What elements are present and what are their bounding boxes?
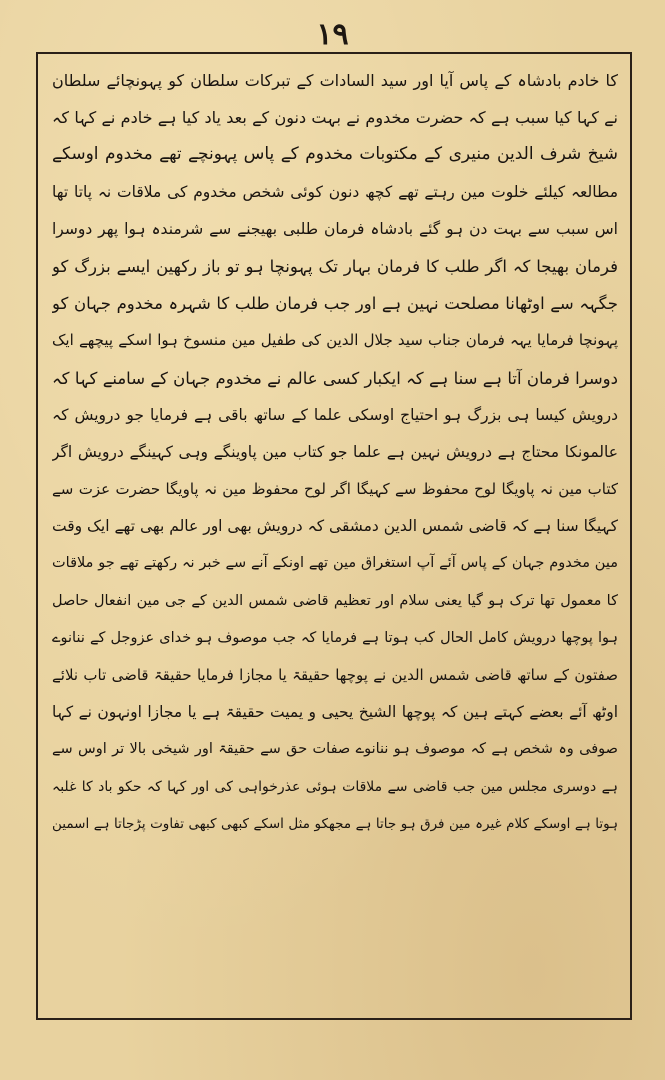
body-text xyxy=(52,62,618,1002)
text-line: کہیگا سنا ہے کہ قاضی شمس الدین دمشقی کہ درویش بھی اور عالم بھی تھے ایک وقت xyxy=(52,517,618,536)
page-number: ١٩ xyxy=(316,17,349,52)
text-frame xyxy=(36,52,632,1020)
text-line: فرمان بھیجا کہ اگر طلب کا فرمان بہار تک پہونچا ہو تو باز رکھین ایسے بزرگ کو xyxy=(52,256,618,276)
text-line: اوٹھ آئے بعضے کہتے ہین کہ پوچھا الشیخ یحیی و یمیت حقیقۃ ہے یا مجازا اونہون نے کہا xyxy=(52,703,618,722)
text-line: کتاب مین نہ پاویگا لوح محفوظ سے کہیگا اگر لوح محفوظ مین نہ پاویگا حضرت عزت سے xyxy=(52,480,618,499)
text-line: ہوا پوچھا درویش کامل الحال کب ہوتا ہے فرمایا کہ جب موصوف ہو خدای عزوجل کے ننانوے xyxy=(52,629,618,646)
text-line: دوسرا فرمان آتا ہے سنا ہے کہ ایکبار کسی عالم نے مخدوم جہان کے سامنے کہا کہ xyxy=(52,368,618,388)
text-line: نے کہا کیا سبب ہے کہ حضرت مخدوم نے بہت دنون کے بعد یاد کیا ہے خادم نے کہا کہ xyxy=(52,108,618,128)
text-line: مین مخدوم جہان کے پاس آئے آپ استغراق مین تھے اونکے آنے سے خبر نہ رکھتے تھے جو ملاقات xyxy=(52,555,618,572)
text-line: کا معمول تھا ترک ہو گیا یعنی سلام اور تعظیم قاضی شمس الدین کے جی مین انفعال حاصل xyxy=(52,592,618,609)
text-line: درویش کیسا ہی بزرگ ہو احتیاج اوسکی علما کے ساتھ باقی ہے فرمایا جو درویش کہ xyxy=(52,405,618,424)
text-line: پہونچا فرمایا یہہ فرمان جناب سید جلال الدین کی طفیل مین منسوخ ہوا اسکے پیچھے ایک xyxy=(52,331,618,350)
text-line: اس سبب سے بہت دن ہو گئے بادشاہ فرمان طلبی بھیجنے سے شرمندہ ہوا پھر دوسرا xyxy=(52,219,618,238)
text-line: ہے دوسری مجلس مین جب قاضی سے ملاقات ہوئی عذرخواہی کی اور کہا کہ حکو باد کا غلبہ xyxy=(52,778,618,795)
text-line: عالمونکا محتاج ہے درویش نہین ہے علما جو کتاب مین پاوینگے وہی کہینگے درویش اگر xyxy=(52,442,618,461)
text-line: صوفی وہ شخص ہے کہ موصوف ہو ننانوے صفات حق سے حقیقۃ اور شیخی بالا تر اوس سے xyxy=(52,741,618,758)
text-line: مطالعہ کیلئے خلوت مین رہتے تھے کچھ دنون کوئی شخص مخدوم کی ملاقات نہ پاتا تھا xyxy=(52,182,618,201)
text-line: صفتون کے ساتھ قاضی شمس الدین نے پوچھا حقیقۃ یا مجازا فرمایا حقیقۃ قاضی تاب نلائے xyxy=(52,666,618,684)
text-line: جگہہ سے اوٹھانا مصلحت نہین ہے اور جب فرمان طلب کا شہرہ مخدوم جہان کو xyxy=(52,294,618,314)
text-line: ہوتا ہے اوسکے کلام غیرہ مین فرق ہو جاتا ہے مجھکو مثل اسکے کبھی کبھی تفاوت پڑجاتا ہے اسمین xyxy=(52,815,618,832)
text-line: شیخ شرف الدین منیری کے مکتوبات مخدوم کے پاس پہونچے تھے مخدوم اوسکے xyxy=(52,144,618,165)
text-line: کا خادم بادشاہ کے پاس آیا اور سید السادات کے تبرکات سلطان کو پہونچائے سلطان xyxy=(52,71,618,90)
